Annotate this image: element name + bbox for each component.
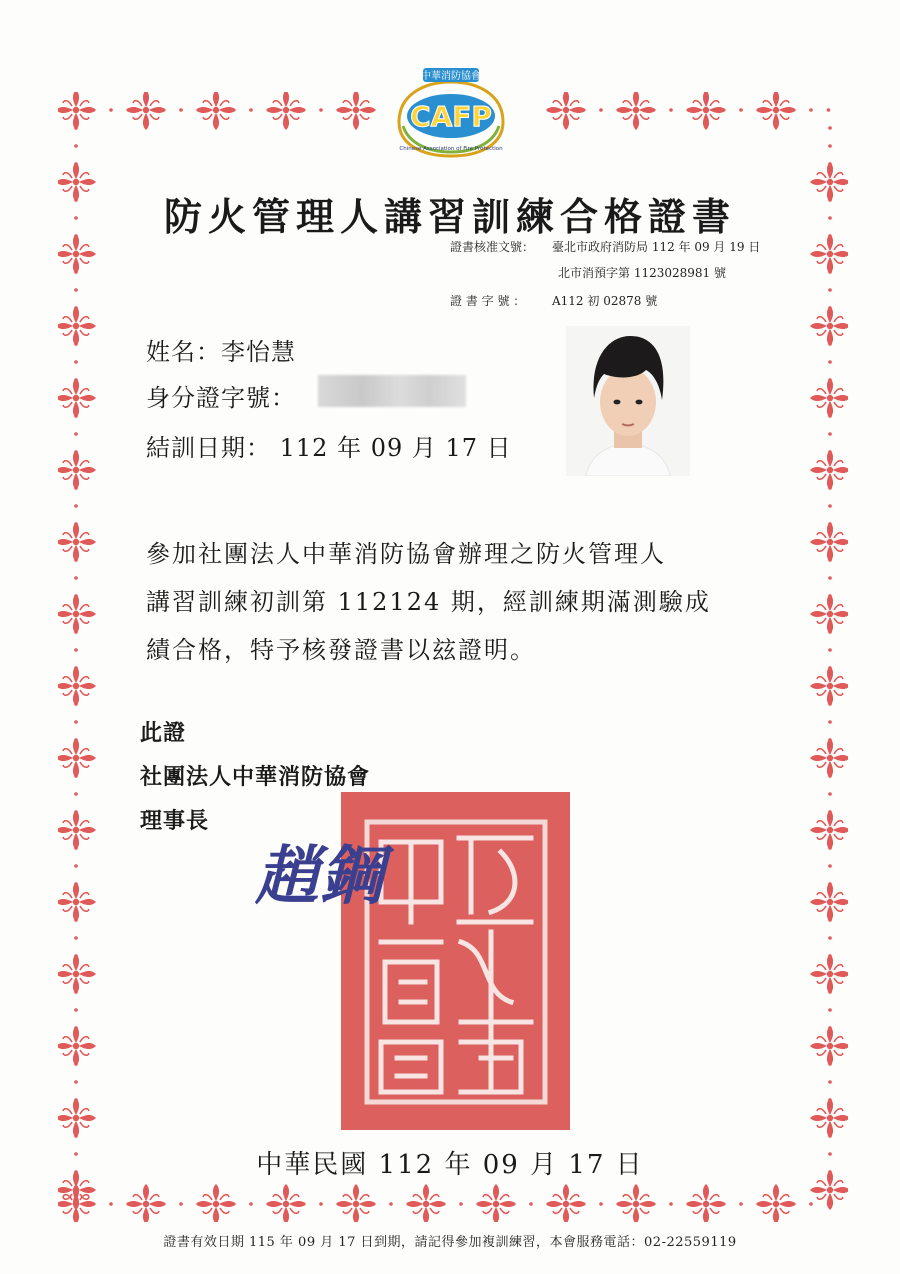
- border-ornament: [616, 1184, 656, 1222]
- border-dot: [92, 108, 96, 112]
- border-dot: [547, 1202, 551, 1206]
- border-dot: [722, 108, 726, 112]
- border-ornament: [58, 738, 96, 778]
- border-dot: [739, 1202, 743, 1206]
- border-dot: [599, 1202, 603, 1206]
- chairman-signature: [255, 830, 435, 920]
- border-dot: [828, 288, 832, 292]
- completion-date-label: 結訓日期：: [146, 434, 271, 462]
- border-ornament: [810, 810, 848, 850]
- border-dot: [828, 1080, 832, 1084]
- border-ornament: [810, 666, 848, 706]
- border-ornament: [686, 1184, 726, 1222]
- border-ornament: [126, 92, 166, 130]
- border-dot: [828, 450, 832, 454]
- border-ornament: [810, 1026, 848, 1066]
- completion-date-row: [146, 428, 512, 463]
- border-ornament: [546, 92, 586, 130]
- border-dot: [828, 990, 832, 994]
- name-value: 李怡慧: [221, 338, 296, 366]
- border-dot: [828, 432, 832, 436]
- border-dot: [582, 108, 586, 112]
- border-ornament: [810, 522, 848, 562]
- border-dot: [337, 1202, 341, 1206]
- border-dot: [74, 864, 78, 868]
- border-dot: [407, 1202, 411, 1206]
- sign-line-2: 社團法人中華消防協會: [140, 764, 371, 790]
- border-dot: [74, 306, 78, 310]
- border-ornament: [810, 594, 848, 634]
- border-dot: [302, 108, 306, 112]
- border-dot: [74, 1026, 78, 1030]
- border-dot: [617, 108, 621, 112]
- border-dot: [809, 1202, 813, 1206]
- border-dot: [512, 1202, 516, 1206]
- border-dot: [547, 108, 551, 112]
- border-dot: [828, 648, 832, 652]
- border-dot: [828, 1026, 832, 1030]
- border-dot: [74, 1098, 78, 1102]
- border-dot: [828, 1134, 832, 1138]
- border-ornament: [58, 378, 96, 418]
- border-dot: [827, 1202, 831, 1206]
- border-dot: [739, 108, 743, 112]
- border-dot: [582, 1202, 586, 1206]
- border-dot: [757, 1202, 761, 1206]
- id-number-redacted: [318, 375, 466, 407]
- border-ornament: [406, 1184, 446, 1222]
- border-dot: [337, 108, 341, 112]
- issue-date: 中華民國 112 年 09 月 17 日: [256, 1150, 644, 1180]
- border-dot: [828, 720, 832, 724]
- border-dot: [74, 918, 78, 922]
- border-dot: [74, 882, 78, 886]
- border-dot: [74, 576, 78, 580]
- border-dot: [74, 1008, 78, 1012]
- border-ornament: [58, 306, 96, 346]
- border-dot: [74, 594, 78, 598]
- border-dot: [127, 1202, 131, 1206]
- border-dot: [828, 666, 832, 670]
- border-dot: [74, 486, 78, 490]
- border-dot: [249, 1202, 253, 1206]
- certificate-title: 防火管理人講習訓練合格證書: [163, 194, 736, 239]
- border-dot: [828, 342, 832, 346]
- completion-date-value: 112 年 09 月 17 日: [279, 434, 512, 462]
- border-ornament: [266, 92, 306, 130]
- border-dot: [74, 774, 78, 778]
- border-dot: [74, 1062, 78, 1066]
- border-ornament: [126, 1184, 166, 1222]
- border-dot: [179, 108, 183, 112]
- name-row: [146, 332, 296, 367]
- border-ornament: [810, 378, 848, 418]
- border-dot: [74, 990, 78, 994]
- border-dot: [828, 486, 832, 490]
- border-dot: [828, 864, 832, 868]
- border-ornament: [196, 1184, 236, 1222]
- border-dot: [687, 108, 691, 112]
- border-ornament: [58, 1098, 96, 1138]
- border-ornament: [266, 1184, 306, 1222]
- border-dot: [652, 108, 656, 112]
- border-dot: [828, 360, 832, 364]
- border-dot: [828, 144, 832, 148]
- border-dot: [74, 630, 78, 634]
- border-ornament: [756, 92, 796, 130]
- border-dot: [828, 1098, 832, 1102]
- logo-org-name-cn: 中華消防協會: [421, 71, 481, 82]
- border-dot: [74, 1134, 78, 1138]
- border-dot: [74, 342, 78, 346]
- border-dot: [74, 1080, 78, 1084]
- portrait-photo: [566, 326, 690, 476]
- border-ornament: [810, 450, 848, 490]
- border-dot: [372, 1202, 376, 1206]
- border-dot: [828, 558, 832, 562]
- validity-footer: 證書有效日期 115 年 09 月 17 日到期，請記得參加複訓練習，本會服務電話：02-22559119: [163, 1235, 737, 1250]
- border-dot: [74, 450, 78, 454]
- border-ornament: [336, 92, 376, 130]
- border-dot: [109, 1202, 113, 1206]
- border-dot: [828, 306, 832, 310]
- border-dot: [828, 504, 832, 508]
- border-dot: [74, 504, 78, 508]
- border-dot: [828, 846, 832, 850]
- body-line-2: 講習訓練初訓第 112124 期，經訓練期滿測驗成: [146, 588, 711, 616]
- border-dot: [92, 1202, 96, 1206]
- border-dot: [687, 1202, 691, 1206]
- border-dot: [828, 738, 832, 742]
- border-dot: [249, 108, 253, 112]
- border-dot: [74, 810, 78, 814]
- name-label: 姓名：: [146, 338, 221, 366]
- border-dot: [127, 108, 131, 112]
- border-dot: [74, 666, 78, 670]
- border-dot: [74, 702, 78, 706]
- border-dot: [792, 108, 796, 112]
- border-dot: [828, 918, 832, 922]
- border-dot: [74, 720, 78, 724]
- border-dot: [617, 1202, 621, 1206]
- border-ornament: [196, 92, 236, 130]
- border-dot: [74, 954, 78, 958]
- border-dot: [74, 162, 78, 166]
- border-dot: [74, 432, 78, 436]
- border-dot: [442, 1202, 446, 1206]
- border-dot: [828, 576, 832, 580]
- border-dot: [828, 594, 832, 598]
- logo-abbr: CAFP: [410, 100, 492, 133]
- border-ornament: [810, 954, 848, 994]
- border-ornament: [58, 954, 96, 994]
- border-dot: [477, 1202, 481, 1206]
- border-dot: [74, 126, 78, 130]
- border-dot: [828, 522, 832, 526]
- border-dot: [74, 846, 78, 850]
- border-dot: [74, 378, 78, 382]
- approval-line-1: 臺北市政府消防局 112 年 09 月 19 日: [552, 240, 761, 254]
- border-ornament: [58, 882, 96, 922]
- body-line-3: 績合格，特予核發證書以玆證明。: [146, 636, 536, 664]
- border-dot: [828, 774, 832, 778]
- logo-org-name-en: Chinese Association of Fire Protection: [399, 146, 503, 152]
- border-dot: [197, 108, 201, 112]
- border-ornament: [810, 1098, 848, 1138]
- approval-label: 證書核准文號：: [450, 240, 535, 254]
- border-dot: [827, 108, 831, 112]
- border-dot: [162, 108, 166, 112]
- svg-text:趙鋼: 趙鋼: [255, 839, 383, 914]
- border-dot: [74, 792, 78, 796]
- border-dot: [828, 1008, 832, 1012]
- border-dot: [74, 360, 78, 364]
- border-dot: [74, 936, 78, 940]
- border-dot: [652, 1202, 656, 1206]
- border-dot: [232, 108, 236, 112]
- border-ornament: [58, 450, 96, 490]
- border-dot: [669, 108, 673, 112]
- border-ornament: [616, 92, 656, 130]
- border-dot: [722, 1202, 726, 1206]
- border-dot: [109, 108, 113, 112]
- border-dot: [757, 108, 761, 112]
- border-dot: [162, 1202, 166, 1206]
- border-dot: [828, 270, 832, 274]
- border-dot: [529, 1202, 533, 1206]
- id-number-label: 身分證字號：: [146, 384, 296, 412]
- border-dot: [459, 1202, 463, 1206]
- border-dot: [197, 1202, 201, 1206]
- border-dot: [828, 936, 832, 940]
- approval-line-2: 北市消預字第 1123028981 號: [558, 266, 726, 280]
- border-dot: [267, 1202, 271, 1206]
- sign-line-1: 此證: [140, 720, 187, 746]
- border-dot: [74, 270, 78, 274]
- border-dot: [74, 738, 78, 742]
- border-ornament: [336, 1184, 376, 1222]
- border-dot: [828, 882, 832, 886]
- border-ornament: [756, 1184, 796, 1222]
- cafp-logo: [385, 64, 517, 160]
- border-dot: [828, 702, 832, 706]
- sign-line-3: 理事長: [140, 808, 210, 834]
- border-ornament: [58, 1026, 96, 1066]
- border-dot: [389, 1202, 393, 1206]
- border-ornament: [810, 738, 848, 778]
- border-dot: [74, 522, 78, 526]
- border-dot: [74, 648, 78, 652]
- border-dot: [669, 1202, 673, 1206]
- border-dot: [319, 108, 323, 112]
- border-dot: [828, 810, 832, 814]
- border-dot: [792, 1202, 796, 1206]
- body-line-1: 參加社團法人中華消防協會辦理之防火管理人: [146, 540, 666, 568]
- border-dot: [828, 954, 832, 958]
- border-ornament: [58, 92, 96, 130]
- border-ornament: [58, 1184, 96, 1222]
- border-ornament: [58, 594, 96, 634]
- border-dot: [828, 630, 832, 634]
- border-dot: [599, 108, 603, 112]
- border-dot: [232, 1202, 236, 1206]
- certificate-number-label: 證 書 字 號 ：: [450, 294, 526, 308]
- border-dot: [828, 162, 832, 166]
- border-ornament: [686, 92, 726, 130]
- border-ornament: [476, 1184, 516, 1222]
- border-dot: [74, 558, 78, 562]
- border-dot: [74, 288, 78, 292]
- border-dot: [179, 1202, 183, 1206]
- border-ornament: [58, 522, 96, 562]
- border-dot: [267, 108, 271, 112]
- border-ornament: [810, 882, 848, 922]
- border-dot: [828, 126, 832, 130]
- border-ornament: [58, 666, 96, 706]
- border-dot: [319, 1202, 323, 1206]
- border-dot: [809, 108, 813, 112]
- border-dot: [828, 792, 832, 796]
- border-dot: [302, 1202, 306, 1206]
- border-ornament: [546, 1184, 586, 1222]
- border-ornament: [58, 810, 96, 850]
- border-dot: [828, 378, 832, 382]
- border-ornament: [810, 306, 848, 346]
- certificate-number-value: A112 初 02878 號: [552, 294, 658, 308]
- border-dot: [828, 1062, 832, 1066]
- border-dot: [74, 144, 78, 148]
- border-dot: [828, 414, 832, 418]
- border-dot: [74, 414, 78, 418]
